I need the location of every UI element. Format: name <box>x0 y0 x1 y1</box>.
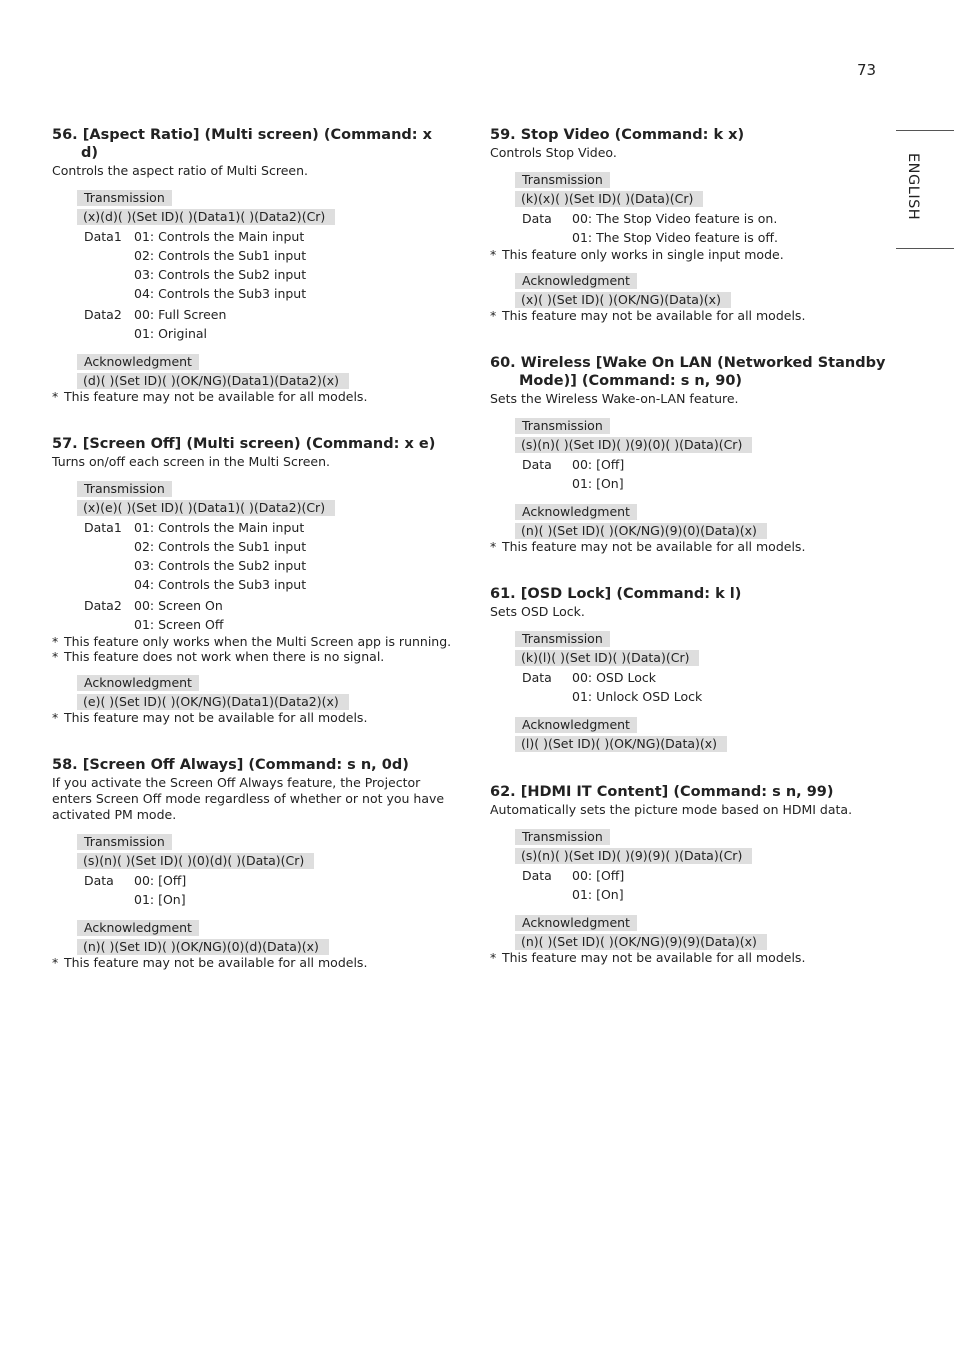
language-tab-label: ENGLISH <box>905 153 921 221</box>
transmission-label-row <box>490 628 890 647</box>
section-description: Sets OSD Lock. <box>490 604 585 619</box>
transmission-code: (s)(n)( )(Set ID)( )(9)(9)( )(Data)(Cr) <box>515 848 752 864</box>
command-section <box>52 126 452 404</box>
transmission-label-row <box>490 169 890 188</box>
data-value: 01: Controls the Main input <box>134 520 305 535</box>
note <box>490 247 890 262</box>
data-value: 02: Controls the Sub1 input <box>134 248 307 263</box>
transmission-label-row <box>52 187 452 206</box>
data-values <box>134 518 306 594</box>
data-value: 00: Screen On <box>134 598 223 613</box>
command-section <box>52 756 452 970</box>
transmission-label-row <box>52 478 452 497</box>
acknowledgment-code-row <box>490 520 890 539</box>
data-value: 00: The Stop Video feature is on. <box>572 211 778 226</box>
acknowledgment-label-row <box>52 351 452 370</box>
data-definition <box>522 668 890 706</box>
acknowledgment-label: Acknowledgment <box>77 675 199 691</box>
data-key: Data2 <box>84 307 122 322</box>
data-value: 03: Controls the Sub2 input <box>134 558 307 573</box>
section-description: Sets the Wireless Wake-on-LAN feature. <box>490 391 739 406</box>
note-text: This feature may not be available for all models. <box>502 950 806 965</box>
data-values <box>134 305 226 343</box>
data-value: 04: Controls the Sub3 input <box>134 577 307 592</box>
note-text: This feature does not work when there is no signal. <box>64 649 385 664</box>
section-description: Controls the aspect ratio of Multi Screen. <box>52 163 308 178</box>
transmission-label: Transmission <box>77 834 172 850</box>
data-value: 01: Unlock OSD Lock <box>572 689 703 704</box>
acknowledgment-code: (e)( )(Set ID)( )(OK/NG)(Data1)(Data2)(x) <box>77 694 349 710</box>
note-text: This feature only works when the Multi Screen app is running. <box>64 634 452 649</box>
data-definition <box>84 596 452 634</box>
section-title: 58. [Screen Off Always] (Command: s n, 0d) <box>52 757 409 773</box>
data-value: 00: OSD Lock <box>572 670 656 685</box>
right-column <box>490 126 890 996</box>
acknowledgment-code: (n)( )(Set ID)( )(OK/NG)(9)(0)(Data)(x) <box>515 523 767 539</box>
transmission-code-row <box>52 497 452 516</box>
acknowledgment-code-row <box>52 936 452 955</box>
transmission-block <box>490 415 890 453</box>
acknowledgment-label: Acknowledgment <box>515 273 637 289</box>
note <box>490 950 890 965</box>
data-value: 01: [On] <box>134 892 186 907</box>
acknowledgment-label: Acknowledgment <box>77 354 199 370</box>
transmission-label: Transmission <box>77 190 172 206</box>
data-definition <box>84 871 452 909</box>
data-value: 01: [On] <box>572 476 624 491</box>
note-bullet: * <box>52 649 59 664</box>
acknowledgment-block <box>52 672 452 710</box>
command-section <box>490 354 890 554</box>
section-title: 59. Stop Video (Command: k x) <box>490 127 745 143</box>
acknowledgment-label: Acknowledgment <box>515 915 637 931</box>
acknowledgment-code: (x)( )(Set ID)( )(OK/NG)(Data)(x) <box>515 292 731 308</box>
note-bullet: * <box>52 955 59 970</box>
data-key: Data <box>522 211 552 226</box>
note-text: This feature may not be available for all models. <box>502 539 806 554</box>
data-definition <box>522 209 890 247</box>
data-value: 01: Controls the Main input <box>134 229 305 244</box>
acknowledgment-block <box>490 270 890 308</box>
acknowledgment-code: (n)( )(Set ID)( )(OK/NG)(9)(9)(Data)(x) <box>515 934 767 950</box>
data-definition <box>522 866 890 904</box>
section-description: Turns on/off each screen in the Multi Screen. <box>52 454 330 469</box>
transmission-code-row <box>490 845 890 864</box>
data-value: 04: Controls the Sub3 input <box>134 286 307 301</box>
acknowledgment-code: (d)( )(Set ID)( )(OK/NG)(Data1)(Data2)(x) <box>77 373 349 389</box>
note <box>52 710 452 725</box>
data-key: Data1 <box>84 229 122 244</box>
note-text: This feature may not be available for all models. <box>502 308 806 323</box>
data-value: 01: Screen Off <box>134 617 224 632</box>
transmission-label: Transmission <box>77 481 172 497</box>
acknowledgment-code-row <box>52 370 452 389</box>
acknowledgment-block <box>52 917 452 955</box>
data-value: 00: Full Screen <box>134 307 227 322</box>
note-text: This feature may not be available for all models. <box>64 955 368 970</box>
data-value: 00: [Off] <box>572 457 625 472</box>
transmission-code-row <box>490 188 890 207</box>
note <box>490 539 890 554</box>
acknowledgment-code-row <box>52 691 452 710</box>
data-values <box>134 871 186 909</box>
note-text: This feature may not be available for all models. <box>64 710 368 725</box>
data-value: 03: Controls the Sub2 input <box>134 267 307 282</box>
section-title: 57. [Screen Off] (Multi screen) (Command: x e) <box>52 436 436 452</box>
data-key: Data <box>522 670 552 685</box>
page-number: 73 <box>857 61 877 79</box>
transmission-label: Transmission <box>515 829 610 845</box>
data-key: Data2 <box>84 598 122 613</box>
data-values <box>572 455 624 493</box>
data-values <box>572 866 624 904</box>
data-key: Data <box>84 873 114 888</box>
transmission-label-row <box>52 831 452 850</box>
note-text: This feature only works in single input mode. <box>502 247 784 262</box>
note-bullet: * <box>490 950 497 965</box>
section-description: Controls Stop Video. <box>490 145 617 160</box>
section-title: 62. [HDMI IT Content] (Command: s n, 99) <box>490 784 834 800</box>
note-bullet: * <box>490 308 497 323</box>
data-definition <box>84 518 452 594</box>
acknowledgment-label-row <box>490 501 890 520</box>
acknowledgment-code-row <box>490 931 890 950</box>
note-bullet: * <box>490 247 497 262</box>
transmission-block <box>490 826 890 864</box>
acknowledgment-block <box>490 912 890 950</box>
data-values <box>134 227 306 303</box>
note-bullet: * <box>490 539 497 554</box>
transmission-block <box>52 478 452 516</box>
data-values <box>572 668 702 706</box>
data-definition <box>84 227 452 303</box>
acknowledgment-label: Acknowledgment <box>77 920 199 936</box>
transmission-code-row <box>490 647 890 666</box>
acknowledgment-label-row <box>490 912 890 931</box>
command-section <box>490 126 890 323</box>
note <box>52 389 452 404</box>
transmission-code-row <box>490 434 890 453</box>
note <box>52 955 452 970</box>
data-key: Data1 <box>84 520 122 535</box>
transmission-code: (s)(n)( )(Set ID)( )(0)(d)( )(Data)(Cr) <box>77 853 314 869</box>
section-title: 56. [Aspect Ratio] (Multi screen) (Command: x d) <box>52 127 432 161</box>
acknowledgment-block <box>52 351 452 389</box>
transmission-block <box>490 169 890 207</box>
data-value: 00: [Off] <box>572 868 625 883</box>
transmission-code: (x)(d)( )(Set ID)( )(Data1)( )(Data2)(Cr) <box>77 209 335 225</box>
transmission-label: Transmission <box>515 631 610 647</box>
acknowledgment-block <box>490 714 890 752</box>
transmission-label: Transmission <box>515 418 610 434</box>
data-value: 01: Original <box>134 326 208 341</box>
note-text: This feature may not be available for all models. <box>64 389 368 404</box>
transmission-block <box>490 628 890 666</box>
note-bullet: * <box>52 710 59 725</box>
language-tab <box>896 130 954 249</box>
command-section <box>490 783 890 965</box>
section-title: 61. [OSD Lock] (Command: k l) <box>490 586 742 602</box>
left-column <box>52 126 452 1001</box>
data-definition <box>84 305 452 343</box>
section-description: Automatically sets the picture mode based on HDMI data. <box>490 802 853 817</box>
note <box>52 634 452 649</box>
acknowledgment-label-row <box>490 714 890 733</box>
data-value: 02: Controls the Sub1 input <box>134 539 307 554</box>
acknowledgment-code: (n)( )(Set ID)( )(OK/NG)(0)(d)(Data)(x) <box>77 939 329 955</box>
command-section <box>490 585 890 752</box>
acknowledgment-block <box>490 501 890 539</box>
transmission-code: (s)(n)( )(Set ID)( )(9)(0)( )(Data)(Cr) <box>515 437 752 453</box>
data-key: Data <box>522 868 552 883</box>
transmission-code: (k)(l)( )(Set ID)( )(Data)(Cr) <box>515 650 699 666</box>
transmission-code: (k)(x)( )(Set ID)( )(Data)(Cr) <box>515 191 703 207</box>
acknowledgment-label-row <box>52 672 452 691</box>
note <box>490 308 890 323</box>
note-bullet: * <box>52 389 59 404</box>
note <box>52 649 452 664</box>
section-description: If you activate the Screen Off Always feature, the Projector enters Screen Off mode regardless of whether or not you have activated PM mode. <box>52 775 445 822</box>
transmission-block <box>52 187 452 225</box>
acknowledgment-label: Acknowledgment <box>515 504 637 520</box>
data-value: 01: The Stop Video feature is off. <box>572 230 778 245</box>
data-value: 00: [Off] <box>134 873 187 888</box>
transmission-code: (x)(e)( )(Set ID)( )(Data1)( )(Data2)(Cr) <box>77 500 335 516</box>
data-key: Data <box>522 457 552 472</box>
acknowledgment-label-row <box>52 917 452 936</box>
acknowledgment-code-row <box>490 289 890 308</box>
data-values <box>134 596 224 634</box>
transmission-label-row <box>490 826 890 845</box>
transmission-code-row <box>52 850 452 869</box>
acknowledgment-label-row <box>490 270 890 289</box>
data-value: 01: [On] <box>572 887 624 902</box>
data-values <box>572 209 778 247</box>
transmission-code-row <box>52 206 452 225</box>
acknowledgment-label: Acknowledgment <box>515 717 637 733</box>
command-section <box>52 435 452 725</box>
acknowledgment-code: (l)( )(Set ID)( )(OK/NG)(Data)(x) <box>515 736 727 752</box>
acknowledgment-code-row <box>490 733 890 752</box>
transmission-label: Transmission <box>515 172 610 188</box>
data-definition <box>522 455 890 493</box>
section-title: 60. Wireless [Wake On LAN (Networked Standby Mode)] (Command: s n, 90) <box>490 355 886 389</box>
note-bullet: * <box>52 634 59 649</box>
transmission-label-row <box>490 415 890 434</box>
transmission-block <box>52 831 452 869</box>
